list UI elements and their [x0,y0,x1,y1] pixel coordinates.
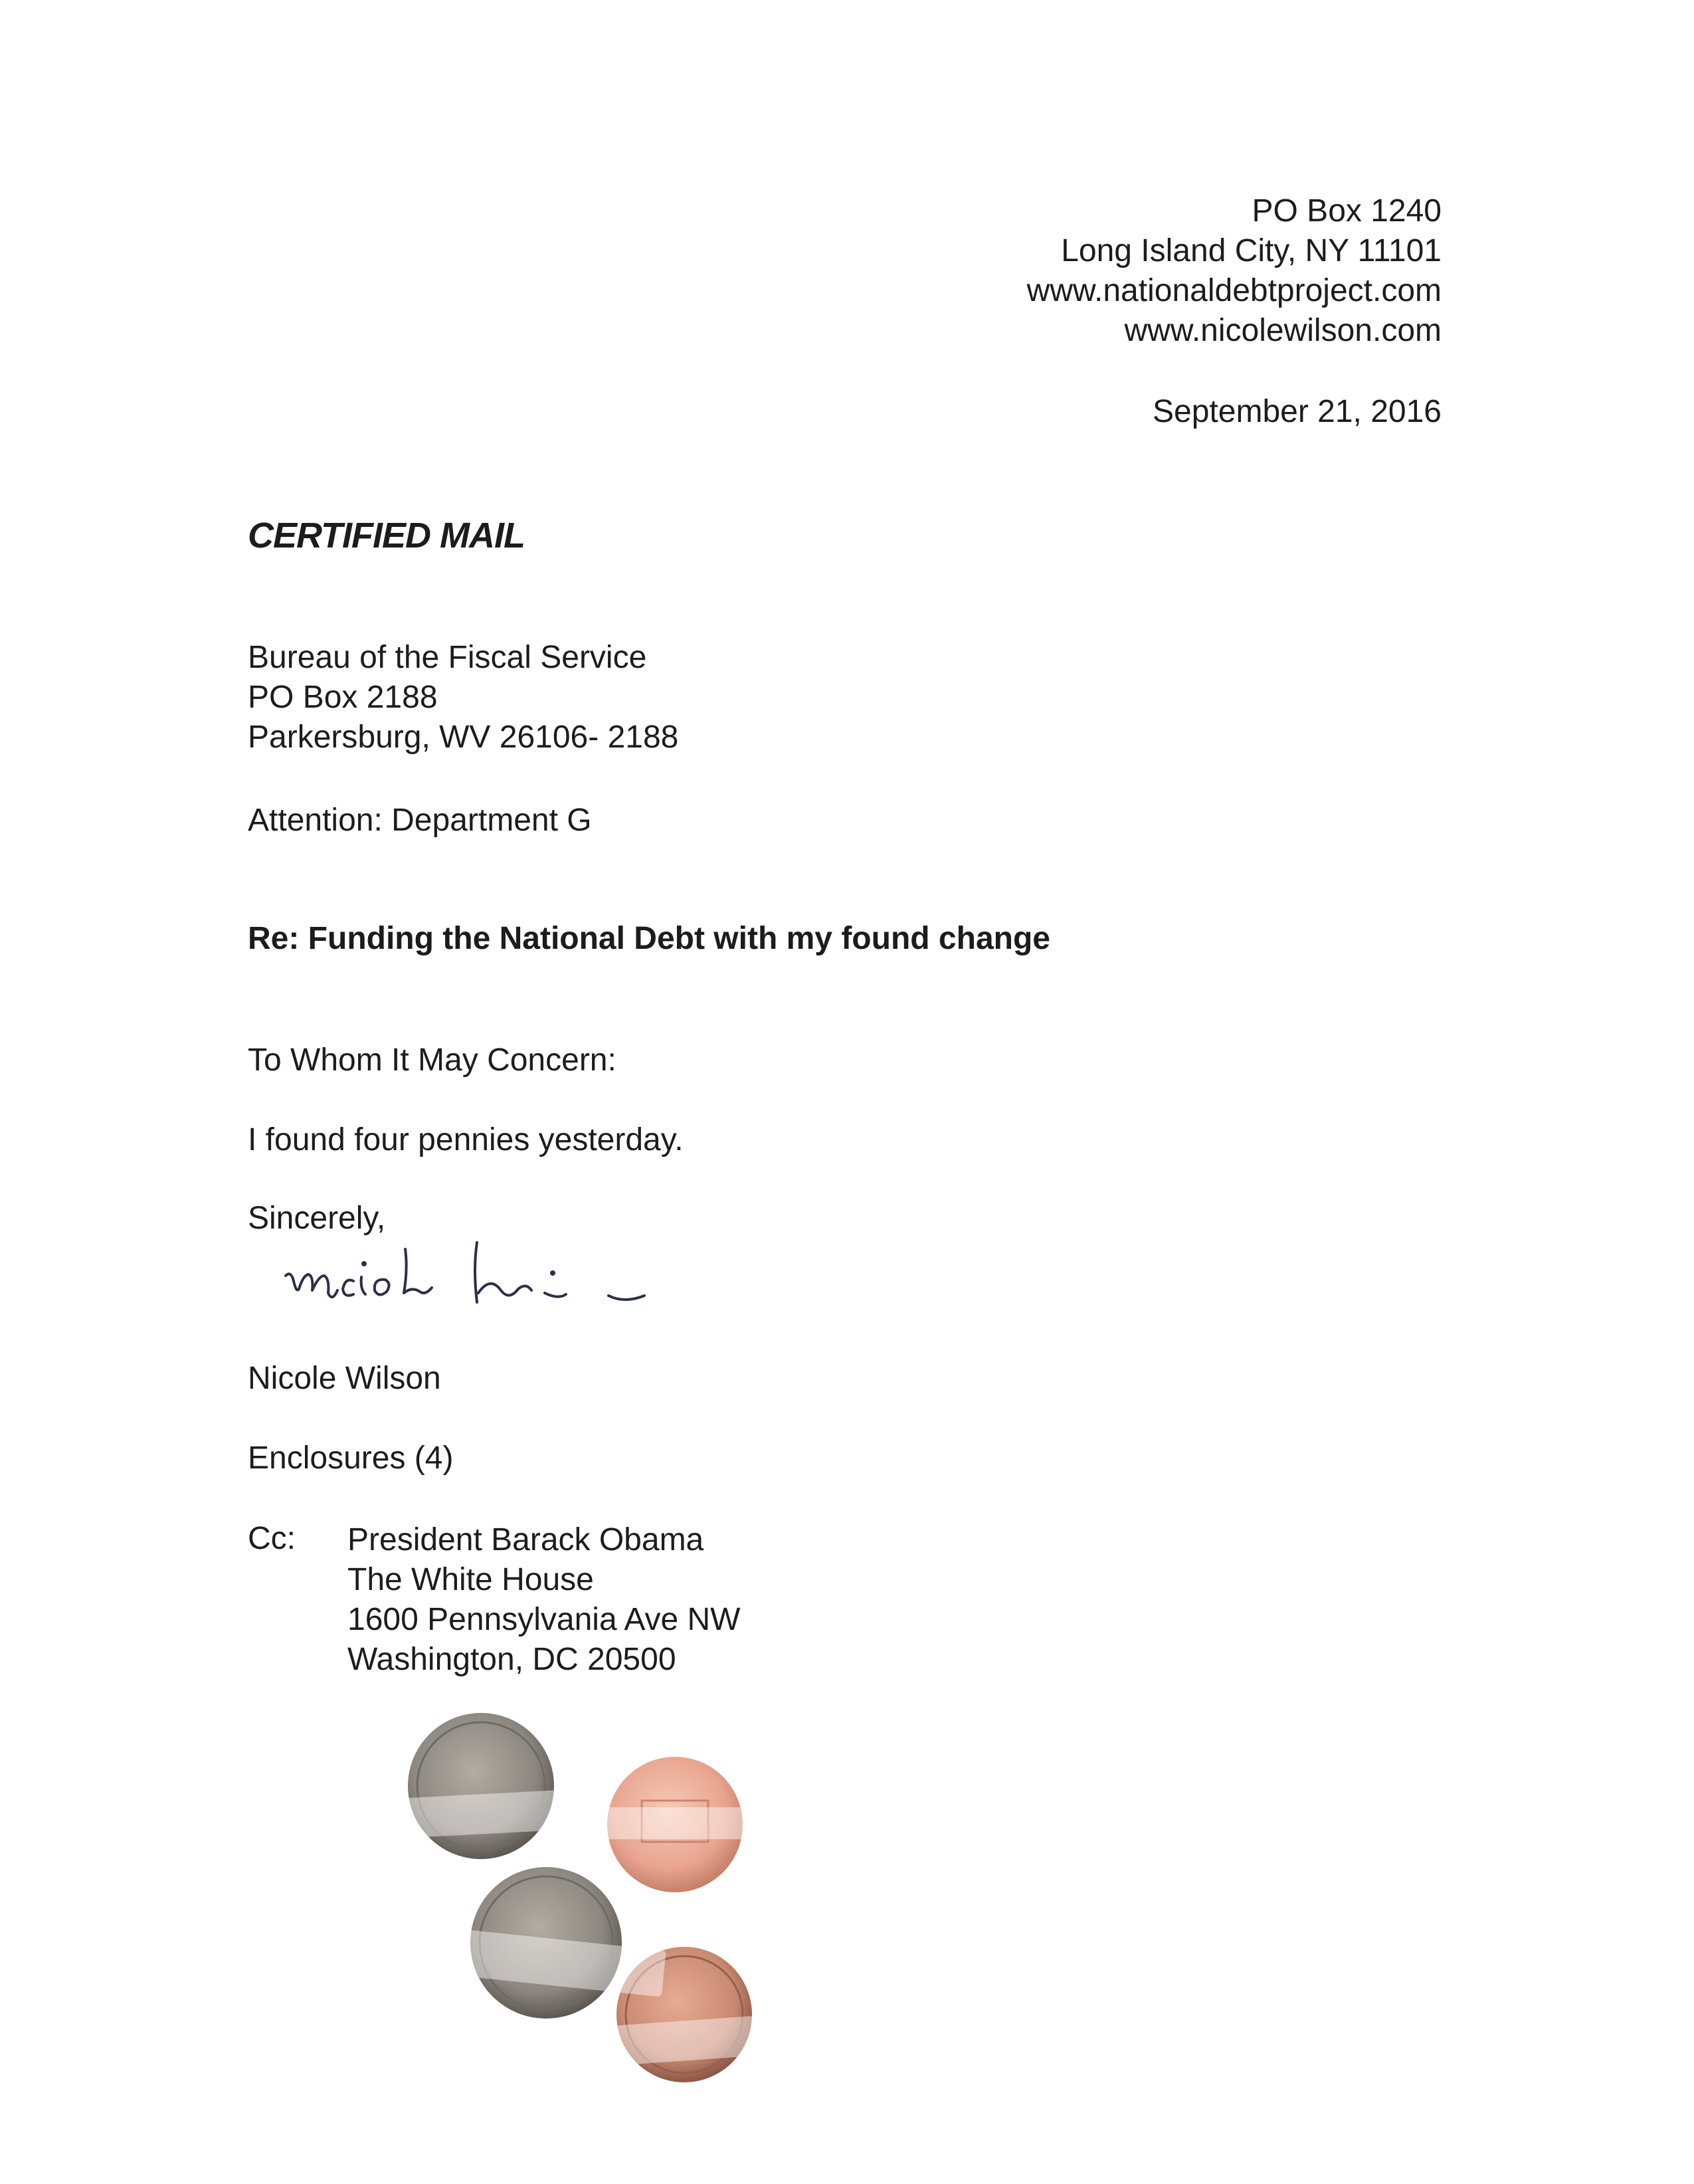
cc-line: Washington, DC 20500 [347,1642,676,1677]
recipient-line: PO Box 2188 [248,680,438,715]
enclosures-line: Enclosures (4) [248,1440,454,1476]
salutation: To Whom It May Concern: [248,1042,616,1078]
cc-line: President Barack Obama [347,1522,704,1557]
recipient-line: Parkersburg, WV 26106- 2188 [248,720,679,755]
attention-line: Attention: Department G [248,803,592,838]
recipient-address [248,638,678,757]
website-link[interactable]: www.nicolewilson.com [1124,313,1442,348]
signer-name: Nicole Wilson [248,1361,441,1396]
return-address-line: PO Box 1240 [1252,193,1442,229]
cc-line: The White House [347,1562,594,1597]
return-address [844,191,1442,351]
penny-worn-1 [408,1713,554,1859]
cc-label: Cc: [248,1521,296,1556]
return-address-line: Long Island City, NY 11101 [1061,233,1442,268]
letter-body: I found four pennies yesterday. [248,1122,684,1157]
recipient-line: Bureau of the Fiscal Service [248,640,647,675]
website-link[interactable]: www.nationaldebtproject.com [1026,273,1442,308]
closing: Sincerely, [248,1201,386,1236]
certified-mail-heading: CERTIFIED MAIL [248,516,525,555]
subject-line: Re: Funding the National Debt with my found change [248,921,1050,956]
handwritten-signature [279,1229,651,1350]
pennies-icon [372,1701,864,2100]
letter-date: September 21, 2016 [1153,394,1442,429]
signature-icon [279,1229,651,1342]
cc-line: 1600 Pennsylvania Ave NW [347,1602,741,1637]
taped-pennies [372,1701,864,2108]
cc-recipient [347,1520,740,1680]
